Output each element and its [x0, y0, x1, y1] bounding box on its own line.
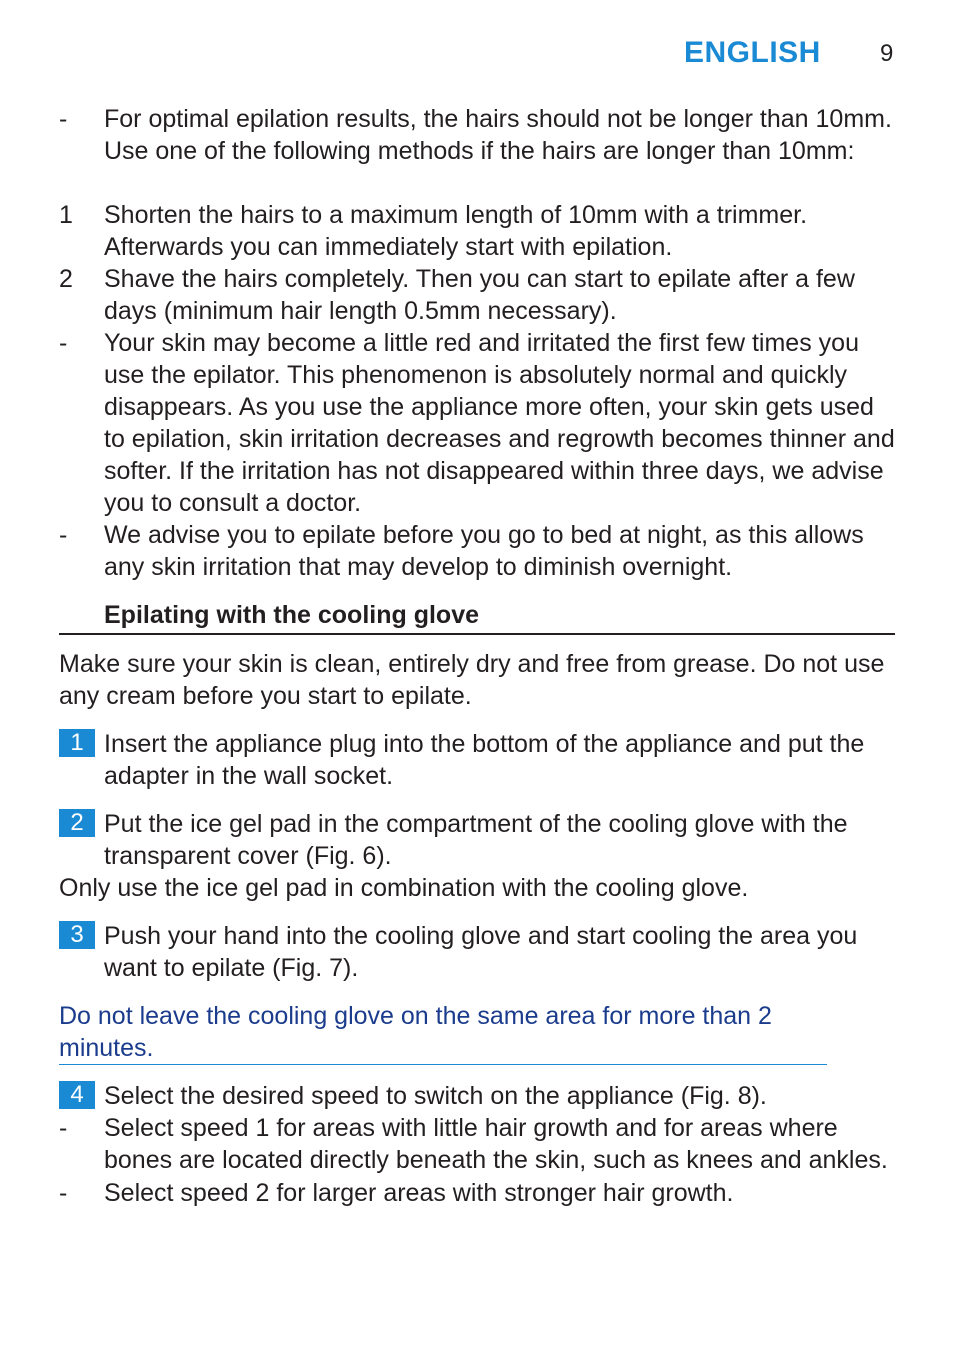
list-marker: 1 [59, 201, 73, 229]
step-number-badge: 3 [59, 921, 95, 949]
list-item-text: Shorten the hairs to a maximum length of 10mm with a trimmer. Afterwards you can immediately start with epilation. [104, 201, 808, 261]
list-marker: - [59, 329, 68, 357]
warning-note: Do not leave the cooling glove on the same area for more than 2 minutes. [59, 1000, 827, 1065]
step-number-badge: 2 [59, 809, 95, 837]
section-heading: Epilating with the cooling glove [104, 601, 479, 629]
list-item-text: Shave the hairs completely. Then you can start to epilate after a few days (minimum hair length 0.5mm necessary). [104, 265, 855, 325]
list-item-text: Select speed 2 for larger areas with stronger hair growth. [104, 1179, 734, 1207]
list-marker: - [59, 521, 68, 549]
list-marker: - [59, 105, 68, 133]
list-item-text: Your skin may become a little red and irritated the first few times you use the epilator. This phenomenon is absolutely normal and quickly disappears. As you use the appliance more often, your skin gets used to epilation, skin irritation decreases and regrowth becomes thinner and softer. If the irritation has not disappeared within three days, we advise you to consult a doctor. [104, 329, 895, 517]
list-item-text: We advise you to epilate before you go to bed at night, as this allows any skin irritation that may develop to diminish overnight. [104, 521, 864, 581]
section-intro: Make sure your skin is clean, entirely dry and free from grease. Do not use any cream before you start to epilate. [59, 650, 885, 710]
list-marker: - [59, 1114, 68, 1142]
step-number-badge: 1 [59, 729, 95, 757]
section-divider [59, 633, 895, 635]
step-text: Insert the appliance plug into the bottom of the appliance and put the adapter in the wall socket. [104, 730, 865, 790]
list-marker: - [59, 1179, 68, 1207]
list-marker: 2 [59, 265, 73, 293]
step-text: Put the ice gel pad in the compartment of the cooling glove with the transparent cover (Fig. 6). [104, 810, 848, 870]
step-number-badge: 4 [59, 1081, 95, 1109]
list-item-text: For optimal epilation results, the hairs should not be longer than 10mm. Use one of the following methods if the hairs are longer than 10mm: [104, 105, 892, 165]
step-text: Push your hand into the cooling glove and start cooling the area you want to epilate (Fig. 7). [104, 922, 858, 982]
step-2-note: Only use the ice gel pad in combination with the cooling glove. [59, 874, 749, 902]
language-label: ENGLISH [684, 36, 821, 69]
page-number: 9 [880, 40, 894, 67]
step-text: Select the desired speed to switch on the appliance (Fig. 8). [104, 1082, 767, 1110]
list-item-text: Select speed 1 for areas with little hair growth and for areas where bones are located directly beneath the skin, such as knees and ankles. [104, 1114, 888, 1174]
